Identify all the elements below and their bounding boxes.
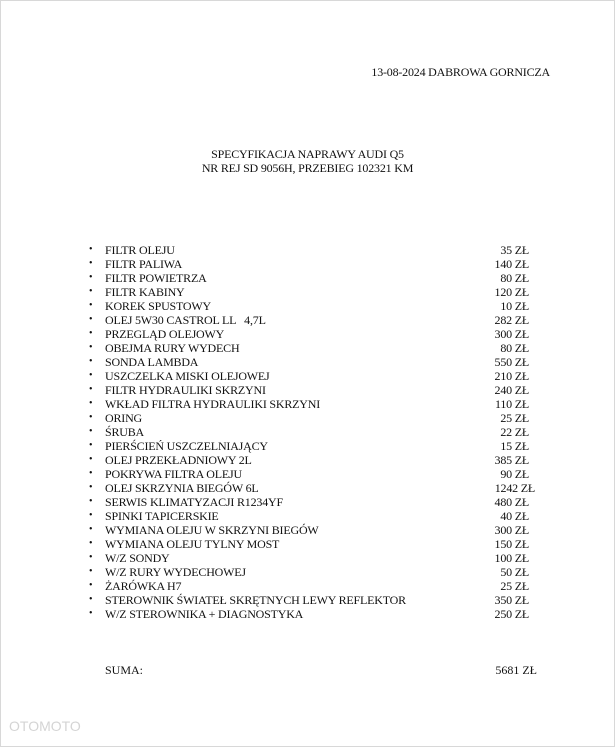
list-item	[85, 607, 545, 621]
bullet-icon: •	[89, 468, 93, 479]
item-price: 10 ZŁ	[500, 299, 529, 313]
title-line-1: SPECYFIKACJA NAPRAWY AUDI Q5	[211, 147, 404, 161]
list-item	[85, 285, 545, 299]
bullet-icon: •	[89, 300, 93, 311]
item-name: OLEJ 5W30 CASTROL LL 4,7L	[105, 313, 266, 327]
list-item	[85, 467, 545, 481]
list-item	[85, 243, 545, 257]
item-price: 140 ZŁ	[494, 257, 529, 271]
item-name: ORING	[105, 411, 142, 425]
list-item	[85, 397, 545, 411]
list-item	[85, 425, 545, 439]
item-name: USZCZELKA MISKI OLEJOWEJ	[105, 369, 270, 383]
item-price: 150 ZŁ	[494, 537, 529, 551]
item-price: 25 ZŁ	[500, 579, 529, 593]
item-name: FILTR OLEJU	[105, 243, 175, 257]
item-price: 282 ZŁ	[494, 313, 529, 327]
item-price: 210 ZŁ	[494, 369, 529, 383]
item-price: 22 ZŁ	[500, 425, 529, 439]
item-price: 110 ZŁ	[494, 397, 529, 411]
item-name: SPINKI TAPICERSKIE	[105, 509, 219, 523]
list-item	[85, 439, 545, 453]
item-price: 300 ZŁ	[494, 523, 529, 537]
title-line-2: NR REJ SD 9056H, PRZEBIEG 102321 KM	[201, 161, 414, 175]
item-price: 50 ZŁ	[500, 565, 529, 579]
item-name: PIERŚCIEŃ USZCZELNIAJĄCY	[105, 439, 268, 453]
list-item	[85, 369, 545, 383]
item-price: 25 ZŁ	[500, 411, 529, 425]
bullet-icon: •	[89, 538, 93, 549]
item-price: 15 ZŁ	[500, 439, 529, 453]
summary-label: SUMA:	[105, 663, 144, 677]
list-item	[85, 453, 545, 467]
item-name: ŚRUBA	[105, 425, 145, 439]
item-name: PRZEGLĄD OLEJOWY	[105, 327, 225, 341]
item-price: 90 ZŁ	[500, 467, 529, 481]
list-item	[85, 327, 545, 341]
item-name: W/Z SONDY	[105, 551, 170, 565]
list-item	[85, 313, 545, 327]
item-name: STEROWNIK ŚWIATEŁ SKRĘTNYCH LEWY REFLEKTOR	[105, 593, 406, 607]
item-name: WYMIANA OLEJU TYLNY MOST	[105, 537, 280, 551]
item-price: 480 ZŁ	[494, 495, 529, 509]
bullet-icon: •	[89, 566, 93, 577]
bullet-icon: •	[89, 286, 93, 297]
bullet-icon: •	[89, 342, 93, 353]
item-price: 240 ZŁ	[494, 383, 529, 397]
item-price: 120 ZŁ	[494, 285, 529, 299]
list-item	[85, 481, 545, 495]
item-name: FILTR PALIWA	[105, 257, 183, 271]
document-title	[1, 147, 614, 175]
bullet-icon: •	[89, 594, 93, 605]
bullet-icon: •	[89, 356, 93, 367]
item-name: OLEJ SKRZYNIA BIEGÓW 6L	[105, 481, 259, 495]
list-item	[85, 341, 545, 355]
list-item	[85, 579, 545, 593]
item-name: W/Z STEROWNIKA + DIAGNOSTYKA	[105, 607, 304, 621]
item-name: SONDA LAMBDA	[105, 355, 199, 369]
item-name: SERWIS KLIMATYZACJI R1234YF	[105, 495, 283, 509]
list-item	[85, 411, 545, 425]
item-price: 550 ZŁ	[494, 355, 529, 369]
bullet-icon: •	[89, 412, 93, 423]
item-name: ŻARÓWKA H7	[105, 579, 182, 593]
list-item	[85, 271, 545, 285]
list-item	[85, 537, 545, 551]
bullet-icon: •	[89, 608, 93, 619]
list-item	[85, 299, 545, 313]
item-price: 80 ZŁ	[500, 271, 529, 285]
item-price: 300 ZŁ	[494, 327, 529, 341]
item-price: 250 ZŁ	[494, 607, 529, 621]
item-name: FILTR KABINY	[105, 285, 185, 299]
bullet-icon: •	[89, 426, 93, 437]
bullet-icon: •	[89, 314, 93, 325]
summary-value: 5681 ZŁ	[495, 663, 537, 677]
bullet-icon: •	[89, 580, 93, 591]
bullet-icon: •	[89, 552, 93, 563]
item-name: KOREK SPUSTOWY	[105, 299, 211, 313]
list-item	[85, 355, 545, 369]
bullet-icon: •	[89, 510, 93, 521]
bullet-icon: •	[89, 370, 93, 381]
bullet-icon: •	[89, 496, 93, 507]
item-price: 385 ZŁ	[494, 453, 529, 467]
list-item	[85, 495, 545, 509]
bullet-icon: •	[89, 272, 93, 283]
item-name: WKŁAD FILTRA HYDRAULIKI SKRZYNI	[105, 397, 321, 411]
bullet-icon: •	[89, 398, 93, 409]
bullet-icon: •	[89, 244, 93, 255]
bullet-icon: •	[89, 454, 93, 465]
item-price: 80 ZŁ	[500, 341, 529, 355]
date-and-place: 13-08-2024 DABROWA GORNICZA	[371, 65, 550, 79]
item-name: WYMIANA OLEJU W SKRZYNI BIEGÓW	[105, 523, 319, 537]
item-name: FILTR POWIETRZA	[105, 271, 207, 285]
list-item	[85, 509, 545, 523]
list-item	[85, 565, 545, 579]
list-item	[85, 383, 545, 397]
item-name: W/Z RURY WYDECHOWEJ	[105, 565, 246, 579]
bullet-icon: •	[89, 328, 93, 339]
watermark-logo: OTOMOTO	[9, 718, 81, 734]
item-name: FILTR HYDRAULIKI SKRZYNI	[105, 383, 266, 397]
item-price: 40 ZŁ	[500, 509, 529, 523]
list-item	[85, 523, 545, 537]
item-name: POKRYWA FILTRA OLEJU	[105, 467, 242, 481]
bullet-icon: •	[89, 384, 93, 395]
bullet-icon: •	[89, 440, 93, 451]
item-price: 1242 ZŁ	[494, 481, 535, 495]
bullet-icon: •	[89, 258, 93, 269]
item-price: 350 ZŁ	[494, 593, 529, 607]
bullet-icon: •	[89, 482, 93, 493]
item-price: 100 ZŁ	[494, 551, 529, 565]
list-item	[85, 257, 545, 271]
item-price: 35 ZŁ	[500, 243, 529, 257]
summary-row	[105, 663, 537, 677]
item-name: OBEJMA RURY WYDECH	[105, 341, 240, 355]
bullet-icon: •	[89, 524, 93, 535]
list-item	[85, 551, 545, 565]
repair-items-list	[85, 243, 545, 621]
list-item	[85, 593, 545, 607]
item-name: OLEJ PRZEKŁADNIOWY 2L	[105, 453, 252, 467]
